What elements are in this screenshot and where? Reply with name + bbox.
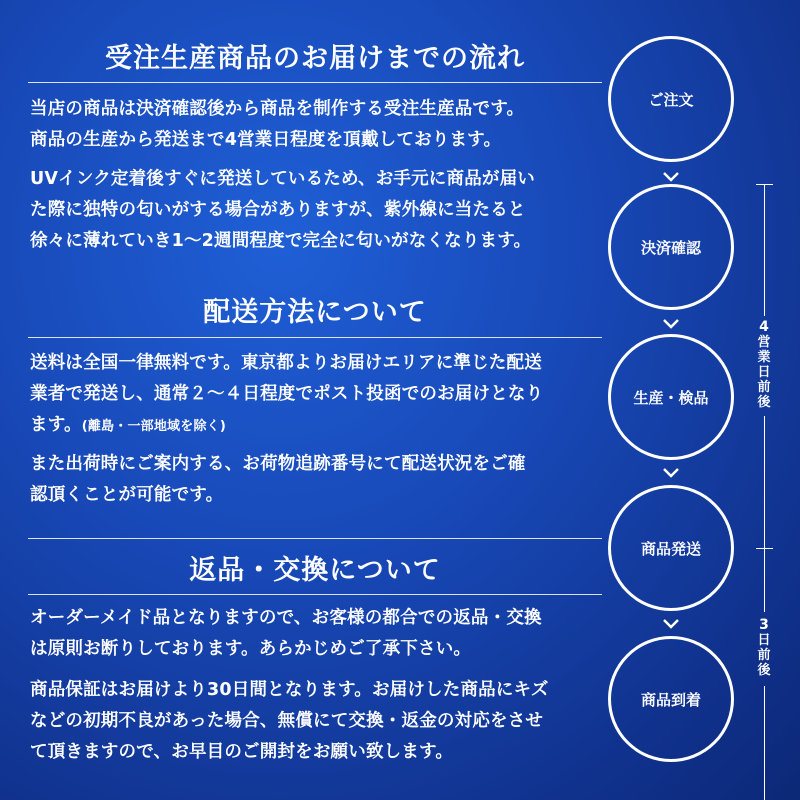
- text-line: 当店の商品は決済確認後から商品を制作する受注生産品です。: [30, 99, 525, 119]
- label-char: 日: [757, 365, 771, 380]
- label-char: 4: [759, 319, 769, 335]
- text-line: などの初期不良があった場合、無償にて交換・返金の対応をさせ: [30, 711, 544, 731]
- section-title-flow: 受注生産商品のお届けまでの流れ: [105, 43, 525, 74]
- text-line: 認頂くことが可能です。: [30, 485, 224, 505]
- duration-label-3-days: [752, 618, 776, 678]
- paragraph-production: [30, 94, 605, 156]
- paragraph-warranty: [30, 675, 605, 768]
- divider: [28, 337, 602, 338]
- chevron-down-icon: [661, 317, 681, 331]
- text-line: 徐々に薄れていき1〜2週間程度で完全に匂いがなくなります。: [30, 231, 532, 251]
- text-line: UVインク定着後すぐに発送しているため、お手元に商品が届い: [30, 169, 536, 189]
- bracket-line: [764, 416, 765, 548]
- flow-step-order: ご注文: [608, 36, 734, 162]
- label-char: 3: [759, 617, 769, 633]
- section-title-returns: 返品・交換について: [189, 555, 441, 586]
- text-line: [30, 410, 605, 442]
- label-char: 営: [757, 335, 771, 350]
- paragraph-tracking: [30, 449, 605, 511]
- label-char: 業: [757, 350, 771, 365]
- label-char: 前: [757, 380, 771, 395]
- flow-step-production: 生産・検品: [608, 334, 734, 460]
- flow-step-payment: 決済確認: [608, 184, 734, 310]
- text-fragment: ます。: [30, 415, 82, 435]
- text-line: 業者で発送し、通常２〜４日程度でポスト投函でのお届けとなり: [30, 384, 544, 404]
- flow-step-shipping: 商品発送: [608, 485, 734, 611]
- paragraph-shipping: [30, 348, 605, 442]
- label-char: 前: [757, 648, 771, 663]
- bracket-line: [764, 548, 765, 612]
- flow-step-arrival: 商品到着: [608, 636, 734, 762]
- text-line: 商品の生産から発送まで4営業日程度を頂戴しております。: [30, 130, 502, 150]
- paragraph-returns: [30, 603, 605, 665]
- text-line: オーダーメイド品となりますので、お客様の都合での返品・交換: [30, 608, 542, 628]
- text-line: 送料は全国一律無料です。東京都よりお届けエリアに準じた配送: [30, 353, 542, 373]
- divider: [28, 538, 602, 539]
- text-line: また出荷時にご案内する、お荷物追跡番号にて配送状況をご確: [30, 454, 526, 474]
- note-text: (離島・一部地域を除く): [81, 419, 226, 434]
- bracket-line: [764, 184, 765, 316]
- divider: [28, 594, 602, 595]
- paragraph-uv-ink: [30, 164, 605, 257]
- bracket-line: [764, 686, 765, 800]
- label-char: 日: [757, 633, 771, 648]
- chevron-down-icon: [661, 617, 681, 631]
- text-line: て頂きますので、お早目のご開封をお願い致します。: [30, 742, 454, 762]
- chevron-down-icon: [661, 466, 681, 480]
- duration-label-4-days: [752, 320, 776, 410]
- text-line: 商品保証はお届けより30日間となります。お届けした商品にキズ: [30, 680, 549, 700]
- divider: [28, 82, 602, 83]
- label-char: 後: [757, 395, 771, 410]
- section-title-shipping: 配送方法について: [203, 297, 427, 328]
- label-char: 後: [757, 663, 771, 678]
- text-line: は原則お断りしております。あらかじめご了承下さい。: [30, 639, 472, 659]
- text-line: た際に独特の匂いがする場合がありますが、紫外線に当たると: [30, 200, 526, 220]
- chevron-down-icon: [661, 170, 681, 184]
